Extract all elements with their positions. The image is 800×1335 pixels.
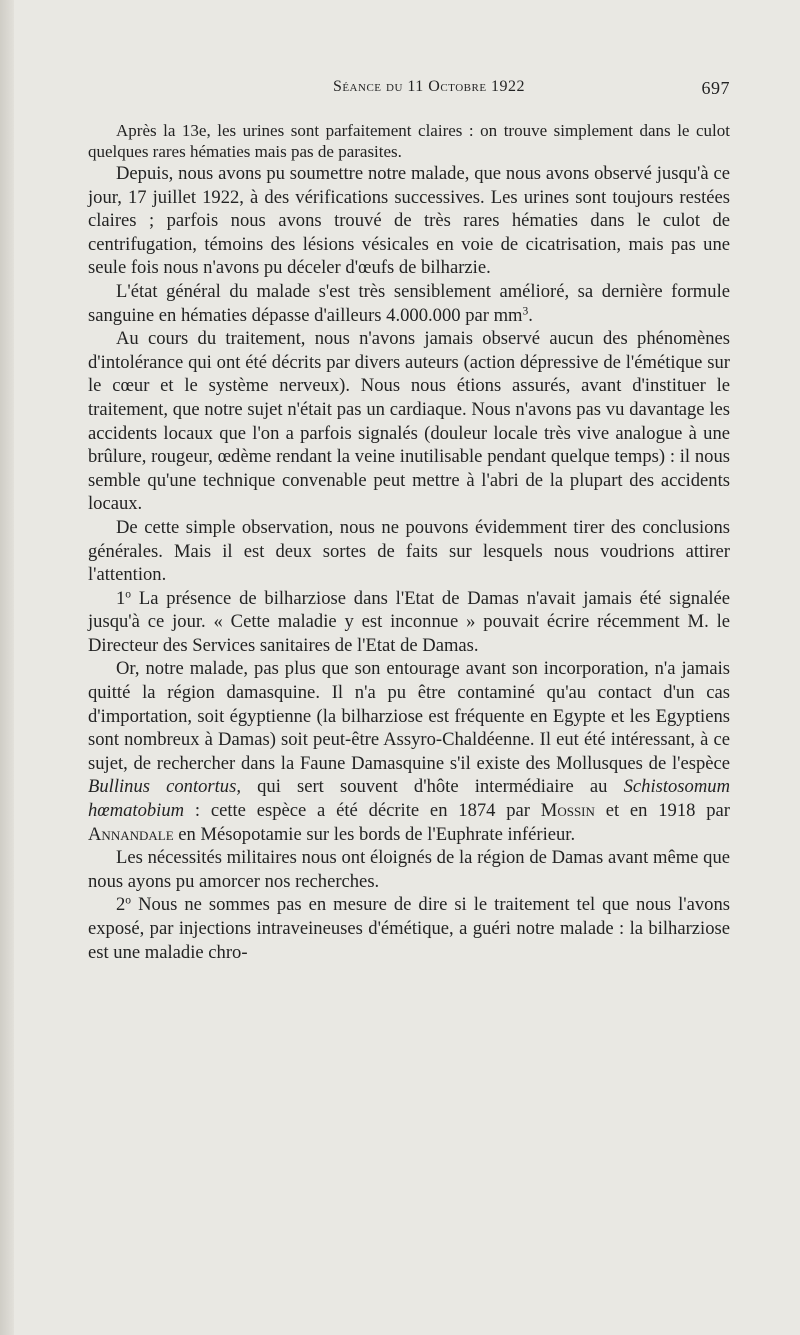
paragraph-7-text-d: et en 1918 par [594,800,730,822]
paragraph-8-text: Les nécessités militaires nous ont éloignés de la région de Damas avant même que nous ayons pu amorcer nos recherches. [88,847,730,892]
superscript-cube: 3 [522,305,529,318]
paragraph-9 [88,893,730,964]
point-ordinal-2: o [125,895,132,908]
paragraph-6 [88,587,730,658]
point-ordinal-1: o [125,588,132,601]
author-mossin: Mossin [540,800,595,822]
paragraph-4 [88,327,730,516]
point-number-1: 1 [116,587,126,609]
paragraph-1 [88,120,730,162]
paragraph-7 [88,657,730,846]
point-number-2: 2 [116,894,126,916]
paragraph-3-end: . [528,304,533,326]
paragraph-7-text-a: Or, notre malade, pas plus que son entourage avant son incorporation, n'a jamais quitté la région damasquine. Il n'a pu être contaminé qu'au contact d'un cas d'importation, soit égyptienne (la bilharziose est fréquente en Egypte et les Egyptiens sont nombreux à Damas) soit peut-être Assyro-Chaldéenne. Il eut été intéressant, à ce sujet, de rechercher dans la Faune Damasquine s'il existe des Mollusques de l'espèce [88,658,730,774]
document-page [88,78,730,964]
paragraph-5 [88,516,730,587]
paragraph-2-text: Depuis, nous avons pu soumettre notre malade, que nous avons observé jusqu'à ce jour, 17 juillet 1922, à des vérifications successives. Les urines sont toujours restées claires ; parfois nous avons trouvé de très rares hématies dans le culot de centrifugation, témoins des lésions vésicales en voie de cicatrisation, mais pas une seule fois nous n'avons pu déceler d'œufs de bilharzie. [88,163,730,279]
running-head: Séance du 11 Octobre 1922 [332,78,526,95]
paragraph-5-text: De cette simple observation, nous ne pouvons évidemment tirer des conclusions générales. Mais il est deux sortes de faits sur lesquels nous voudrions attirer l'attention. [88,516,730,586]
paragraph-7-text-e: en Mésopotamie sur les bords de l'Euphrate inférieur. [173,823,576,845]
page-header [88,78,730,104]
paragraph-8 [88,846,730,893]
body-text [88,120,730,964]
paragraph-1-text: Après la 13e, les urines sont parfaitement claires : on trouve simplement dans le culot quelques rares hématies mais pas de parasites. [88,121,730,161]
paragraph-3-text: L'état général du malade s'est très sensiblement amélioré, sa dernière formule sanguine en hématies dépasse d'ailleurs 4.000.000 par mm [88,280,730,326]
paragraph-7-text-c: : cette espèce a été décrite en 1874 par [184,800,541,822]
species-schistosomum: Schistosomum hœmatobium [88,776,730,822]
paragraph-3 [88,280,730,327]
species-bullinus: Bullinus contortus, [88,776,241,798]
author-annandale: Annandale [88,823,174,845]
page-edge-shadow [0,0,14,1335]
paragraph-4-text: Au cours du traitement, nous n'avons jamais observé aucun des phénomènes d'intolérance qui ont été décrits par divers auteurs (action dépressive de l'émétique sur le cœur et le système nerveux). Nous nous étions assurés, avant d'instituer le traitement, que notre sujet n'était pas un cardiaque. Nous n'avons pas vu davantage les accidents locaux que l'on a parfois signalés (douleur locale très vive analogue à une brûlure, rougeur, œdème rendant la veine inutilisable pendant quelque temps) : il nous semble qu'une technique convenable peut mettre à l'abri de la plupart des accidents locaux. [88,328,730,515]
paragraph-6-text: La présence de bilharziose dans l'Etat de Damas n'avait jamais été signalée jusqu'à ce jour. « Cette maladie y est inconnue » pouvait écrire récemment M. le Directeur des Services sanitaires de l'Etat de Damas. [88,587,730,656]
page-number: 697 [701,78,730,98]
paragraph-2 [88,162,730,280]
paragraph-9-text: Nous ne sommes pas en mesure de dire si le traitement tel que nous l'avons exposé, par injections intraveineuses d'émétique, a guéri notre malade : la bilharziose est une maladie chro- [88,894,730,963]
paragraph-7-text-b: qui sert souvent d'hôte intermédiaire au [241,776,624,798]
